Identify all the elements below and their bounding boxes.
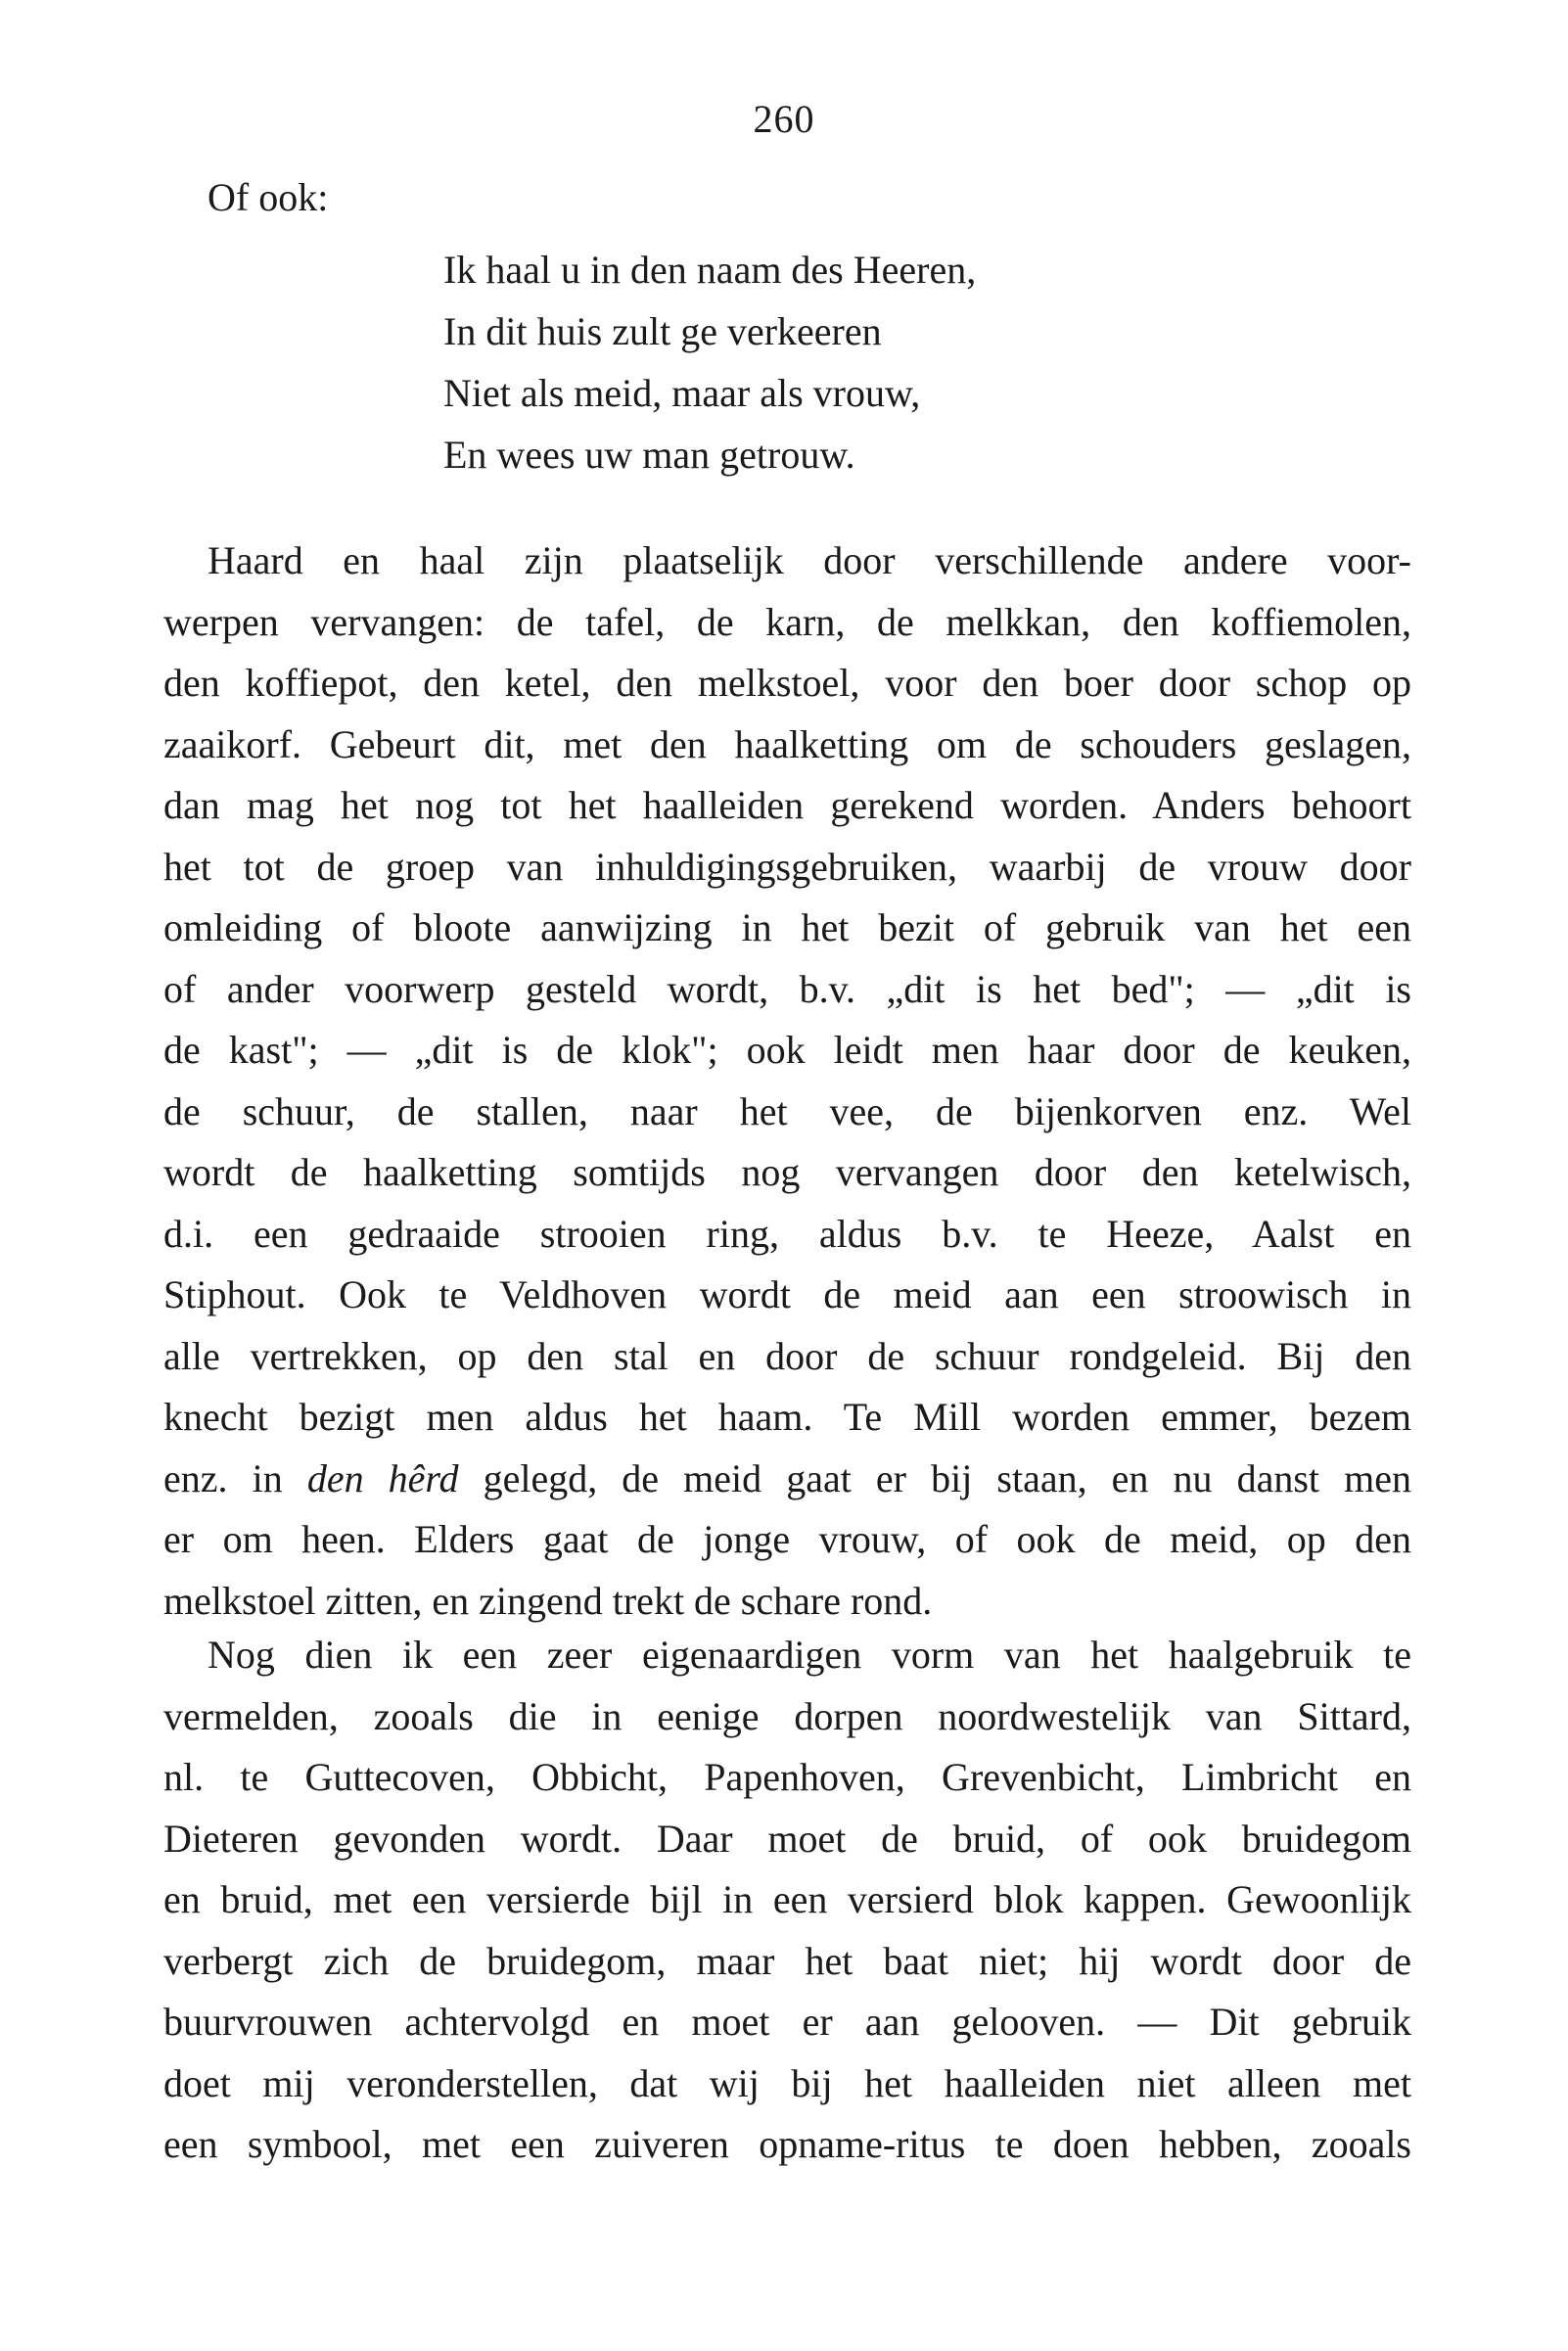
text-line: de kast"; — „dit is de klok"; ook leidt men haar door de keuken, <box>163 1028 1411 1072</box>
text-line: er om heen. Elders gaat de jonge vrouw, of ook de meid, op den <box>163 1517 1411 1561</box>
verse-line: Ik haal u in den naam des Heeren, <box>443 248 977 292</box>
text-line: wordt de haalketting somtijds nog vervangen door den ketelwisch, <box>163 1150 1411 1194</box>
text-line: melkstoel zitten, en zingend trekt de schare rond. <box>163 1578 933 1623</box>
text-line: of ander voorwerp gesteld wordt, b.v. „dit is het bed"; — „dit is <box>163 966 1411 1011</box>
text-line: het tot de groep van inhuldigingsgebruiken, waarbij de vrouw door <box>163 844 1411 889</box>
text-line: en bruid, met een versierde bijl in een versierd blok kappen. Gewoonlijk <box>163 1877 1411 1921</box>
text-line: verbergt zich de bruidegom, maar het baat niet; hij wordt door de <box>163 1938 1411 1983</box>
text-line: buurvrouwen achtervolgd en moet er aan gelooven. — Dit gebruik <box>163 2000 1411 2044</box>
verse-line: In dit huis zult ge verkeeren <box>443 309 882 353</box>
text-segment: gelegd, de meid gaat er bij staan, en nu danst men <box>458 1455 1412 1500</box>
text-line: den koffiepot, den ketel, den melkstoel, voor den boer door schop op <box>163 661 1411 705</box>
text-line: werpen vervangen: de tafel, de karn, de melkkan, den koffiemolen, <box>163 599 1411 644</box>
verse-block <box>443 239 976 485</box>
text-line: omleiding of bloote aanwijzing in het bezit of gebruik van het een <box>163 905 1411 949</box>
text-line-with-italic <box>163 1449 1411 1510</box>
text-line: knecht bezigt men aldus het haam. Te Mill worden emmer, bezem <box>163 1395 1411 1439</box>
paragraph-bijl-en-blok <box>163 1625 1411 2176</box>
verse-line: En wees uw man getrouw. <box>443 433 855 477</box>
text-line: nl. te Guttecoven, Obbicht, Papenhoven, Grevenbicht, Limbricht en <box>163 1755 1411 1799</box>
text-line: Haard en haal zijn plaatselijk door verschillende andere voor- <box>208 538 1411 582</box>
text-line: de schuur, de stallen, naar het vee, de bijenkorven enz. Wel <box>163 1088 1411 1133</box>
text-line: Nog dien ik een zeer eigenaardigen vorm van het haalgebruik te <box>208 1633 1411 1677</box>
verse-line: Niet als meid, maar als vrouw, <box>443 371 921 415</box>
text-line: Dieteren gevonden wordt. Daar moet de bruid, of ook bruidegom <box>163 1816 1411 1861</box>
verse-intro: Of ook: <box>208 175 329 219</box>
paragraph-haard-en-haal <box>163 530 1411 1632</box>
text-line: d.i. een gedraaide strooien ring, aldus b.v. te Heeze, Aalst en <box>163 1211 1411 1256</box>
text-line: dan mag het nog tot het haalleiden gerekend worden. Anders behoort <box>163 783 1411 827</box>
text-line: alle vertrekken, op den stal en door de schuur rondgeleid. Bij den <box>163 1333 1411 1378</box>
text-line: een symbool, met een zuiveren opname-ritus te doen hebben, zooals <box>163 2122 1411 2166</box>
text-segment: enz. in <box>163 1455 307 1500</box>
page-number: 260 <box>753 97 815 141</box>
text-line: doet mij veronderstellen, dat wij bij het haalleiden niet alleen met <box>163 2060 1411 2105</box>
text-line: zaaikorf. Gebeurt dit, met den haalketting om de schouders geslagen, <box>163 721 1411 766</box>
text-line: Stiphout. Ook te Veldhoven wordt de meid aan een stroowisch in <box>163 1272 1411 1316</box>
italic-term: den hêrd <box>306 1455 459 1500</box>
text-line: vermelden, zooals die in eenige dorpen noordwestelijk van Sittard, <box>163 1693 1411 1738</box>
